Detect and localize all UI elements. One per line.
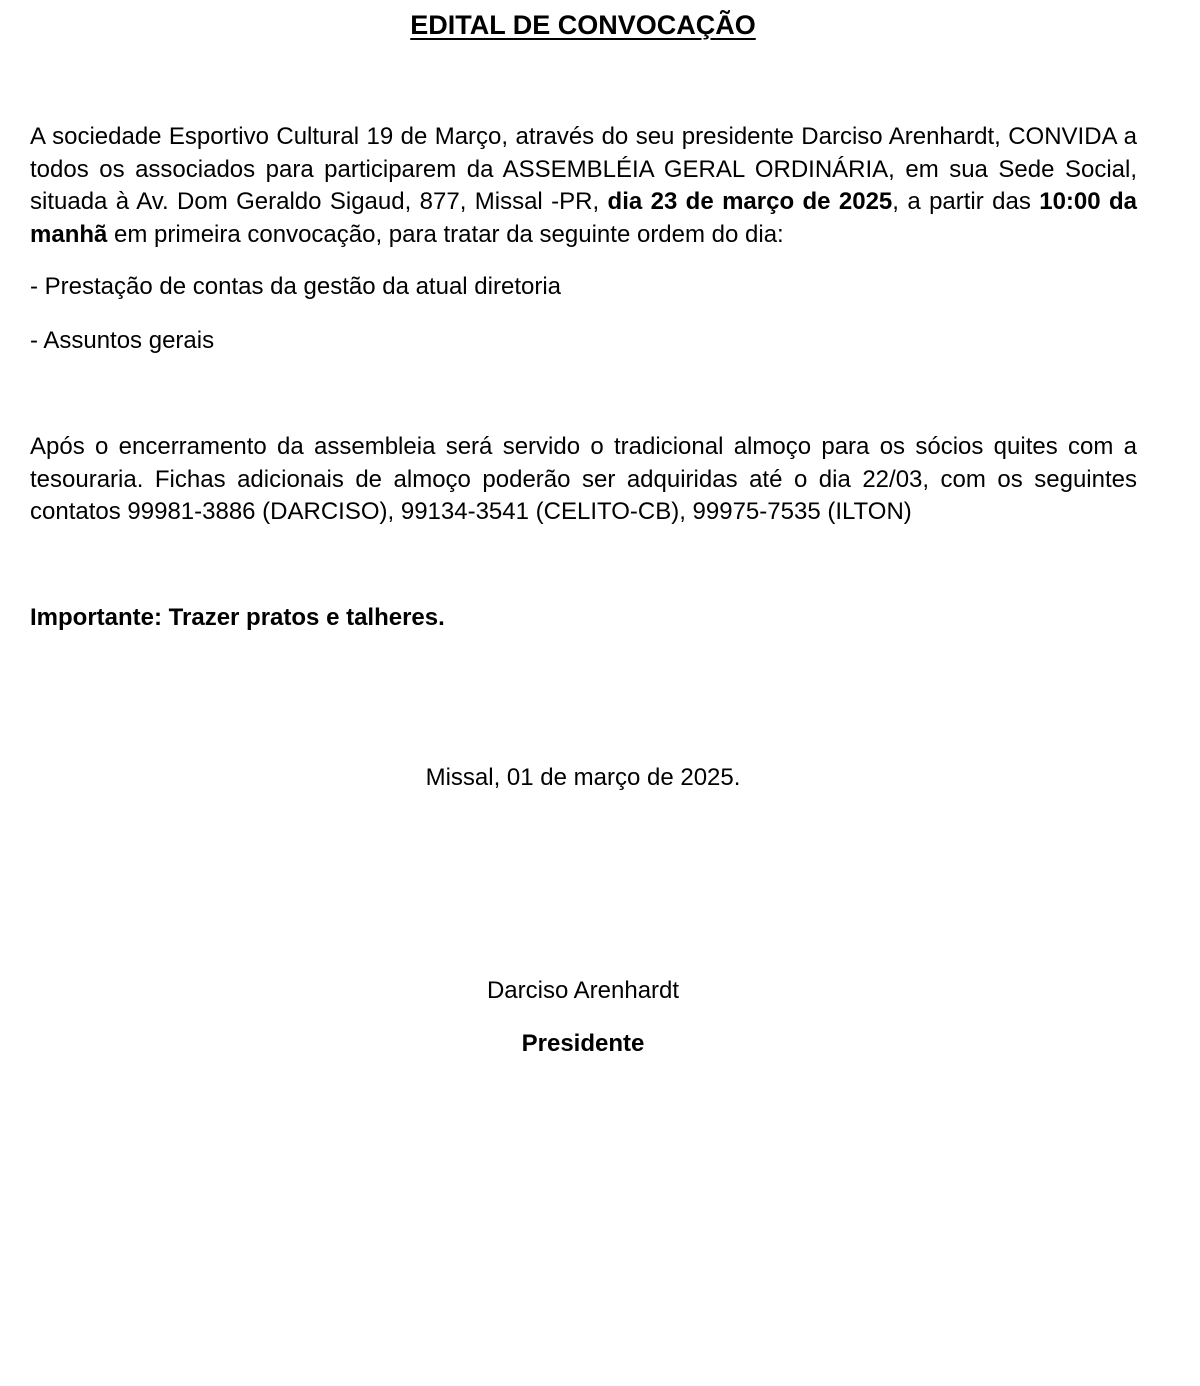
- invitation-text-part2: , a partir das: [892, 188, 1040, 215]
- assembly-time: 10:00 da manhã: [30, 188, 1137, 248]
- signer-name: Darciso Arenhardt: [486, 977, 680, 1004]
- signer-role: Presidente: [521, 1030, 645, 1057]
- place-and-date: Missal, 01 de março de 2025.: [425, 764, 741, 791]
- invitation-text-part3: em primeira convocação, para tratar da seguinte ordem do dia:: [107, 220, 784, 248]
- agenda-item: - Assuntos gerais: [30, 327, 215, 354]
- agenda-item: - Prestação de contas da gestão da atual diretoria: [30, 273, 561, 300]
- important-note: Importante: Trazer pratos e talheres.: [30, 604, 445, 631]
- lunch-notice-paragraph: Após o encerramento da assembleia será servido o tradicional almoço para os sócios quites com a tesouraria. Fichas adicionais de almoço poderão ser adquiridas até o dia 22/03, com os seguintes contatos 99981-3886 (DARCISO), 99134-3541 (CELITO-CB), 99975-7535 (ILTON): [30, 433, 1137, 525]
- invitation-paragraph: [30, 121, 1137, 251]
- assembly-date: dia 23 de março de 2025: [607, 188, 893, 215]
- document-title: EDITAL DE CONVOCAÇÃO: [410, 10, 756, 40]
- invitation-text-part1: A sociedade Esportivo Cultural 19 de Março, através do seu presidente Darciso Arenhardt, CONVIDA a todos os associados para participarem da ASSEMBLÉIA GERAL ORDINÁRIA, em sua Sede Social, situada à Av. Dom Geraldo Sigaud, 877, Missal -PR,: [30, 123, 1137, 215]
